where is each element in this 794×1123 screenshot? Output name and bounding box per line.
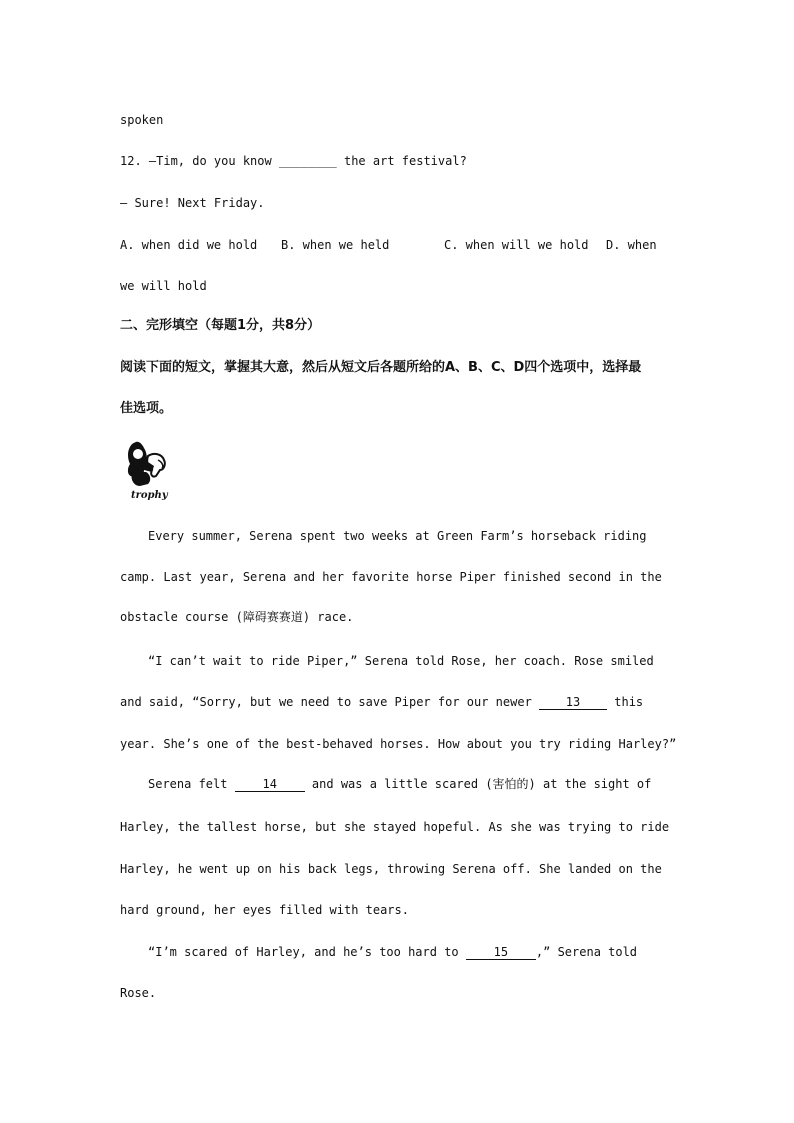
question-12-options: [120, 237, 680, 253]
blank-15: 15: [466, 945, 536, 960]
option-c: C. when will we hold: [444, 238, 589, 252]
option-d: D. when: [606, 238, 657, 252]
p2-l2-after: this: [607, 695, 644, 709]
passage-p1-line-1: Every summer, Serena spent two weeks at Green Farm’s horseback riding: [148, 529, 647, 543]
question-12-stem: [120, 153, 467, 169]
p4-l1-after: ,” Serena told: [535, 945, 638, 959]
passage-p3-line-2: Harley, the tallest horse, but she stayed hopeful. As she was trying to ride: [120, 820, 670, 834]
blank-14: 14: [235, 777, 305, 792]
illustration-label: trophy: [131, 490, 168, 501]
p4-l1-before: “I’m scared of Harley, and he’s too hard to: [148, 945, 466, 959]
passage-p3-line-4: hard ground, her eyes filled with tears.: [120, 903, 409, 917]
q12-stem-before: 12. —Tim, do you know: [120, 154, 279, 168]
section-instruction-line-2: 佳选项。: [120, 401, 173, 416]
p3-l1-after: and was a little scared (害怕的) at the sight of: [304, 777, 652, 791]
passage-p3-line-1: [148, 776, 651, 792]
blank-13: 13: [539, 695, 607, 710]
option-d-continuation: we will hold: [120, 279, 207, 293]
section-instruction-line-1: 阅读下面的短文，掌握其大意，然后从短文后各题所给的A、B、C、D四个选项中，选择最: [120, 360, 642, 375]
passage-p2-line-3: year. She’s one of the best-behaved horses. How about you try riding Harley?”: [120, 737, 677, 751]
passage-p4-line-1: [148, 944, 637, 960]
section-heading: 二、完形填空（每题1分，共8分）: [120, 318, 321, 333]
previous-question-continuation: spoken: [120, 113, 164, 127]
p2-l2-before: and said, “Sorry, but we need to save Piper for our newer: [120, 695, 540, 709]
passage-p2-line-2: [120, 694, 643, 710]
passage-p4-line-2: Rose.: [120, 986, 157, 1000]
q12-blank: ________: [278, 154, 337, 168]
question-12-answer-prompt: — Sure! Next Friday.: [120, 196, 265, 210]
option-a: A. when did we hold: [120, 238, 258, 252]
q12-stem-after: the art festival?: [336, 154, 467, 168]
option-b: B. when we held: [281, 238, 390, 252]
passage-p1-line-3: obstacle course (障碍赛赛道) race.: [120, 610, 354, 624]
passage-p2-line-1: “I can’t wait to ride Piper,” Serena told Rose, her coach. Rose smiled: [148, 654, 654, 668]
passage-p3-line-3: Harley, he went up on his back legs, throwing Serena off. She landed on the: [120, 862, 662, 876]
passage-p1-line-2: camp. Last year, Serena and her favorite horse Piper finished second in the: [120, 570, 662, 584]
p3-l1-before: Serena felt: [148, 777, 235, 791]
